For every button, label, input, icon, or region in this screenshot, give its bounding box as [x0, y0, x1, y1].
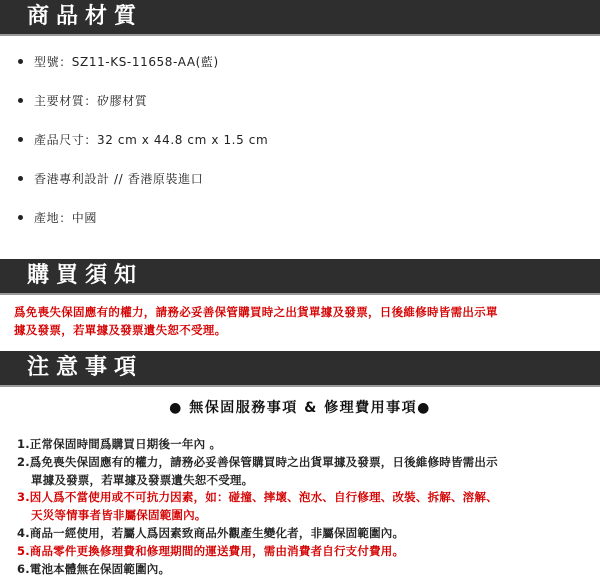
list-item	[16, 81, 586, 120]
bullet-icon	[18, 59, 23, 64]
material-item-model: 型號：SZ11-KS-11658-AA(藍)	[34, 55, 219, 69]
section-banner-material	[0, 0, 600, 36]
list-item	[16, 198, 586, 237]
material-item-size: 產品尺寸：32 cm x 44.8 cm x 1.5 cm	[34, 133, 269, 147]
rule-item-2	[17, 454, 592, 490]
bullet-icon	[18, 215, 23, 220]
rule-item-1	[17, 436, 592, 454]
section-banner-notice	[0, 351, 600, 387]
section-title-notice: 注意事項	[27, 355, 144, 380]
rule-item-3	[17, 489, 592, 525]
rule-line-continued: 天災等情事者皆非屬保固範圍內。	[31, 508, 207, 523]
rule-item-4	[17, 525, 592, 543]
rule-item-6	[17, 561, 592, 579]
section-title-material: 商品材質	[27, 4, 144, 29]
material-list	[16, 42, 586, 237]
rule-line: 4.商品一經使用，若屬人爲因素致商品外觀產生變化者，非屬保固範圍內。	[17, 525, 405, 540]
notice-subheading: ● 無保固服務事項 & 修理費用事項●	[169, 400, 431, 416]
purchase-notice-line2: 據及發票，若單據及發票遺失恕不受理。	[14, 323, 227, 337]
rule-line: 2.爲免喪失保固應有的權力，請務必妥善保管購買時之出貨單據及發票，日後維修時皆需出示	[17, 454, 498, 469]
material-item-origin: 產地：中國	[34, 211, 98, 225]
purchase-notice	[14, 303, 590, 339]
rule-line-continued: 單據及發票，若單據及發票遺失恕不受理。	[31, 472, 254, 487]
section-title-purchase: 購買須知	[27, 263, 144, 288]
rule-item-5	[17, 543, 592, 561]
material-item-design: 香港專利設計 // 香港原裝進口	[34, 172, 204, 186]
rule-line: 5.商品零件更換修理費和修理期間的運送費用，需由消費者自行支付費用。	[17, 543, 405, 558]
list-item	[16, 159, 586, 198]
rule-line: 3.因人爲不當使用或不可抗力因素，如：碰撞、摔壞、泡水、自行修理、改裝、拆解、溶解、	[17, 490, 498, 505]
rule-line: 6.電池本體無在保固範圍內。	[17, 561, 171, 576]
bullet-icon	[18, 98, 23, 103]
list-item	[16, 120, 586, 159]
purchase-notice-line1: 爲免喪失保固應有的權力，請務必妥善保管購買時之出貨單據及發票，日後維修時皆需出示單	[14, 305, 498, 319]
rule-line: 1.正常保固時間爲購買日期後一年內 。	[17, 437, 222, 451]
notice-rules-list	[17, 436, 592, 578]
list-item	[16, 42, 586, 81]
section-banner-purchase	[0, 259, 600, 295]
bullet-icon	[18, 137, 23, 142]
material-item-material: 主要材質：矽膠材質	[34, 94, 148, 108]
bullet-icon	[18, 176, 23, 181]
